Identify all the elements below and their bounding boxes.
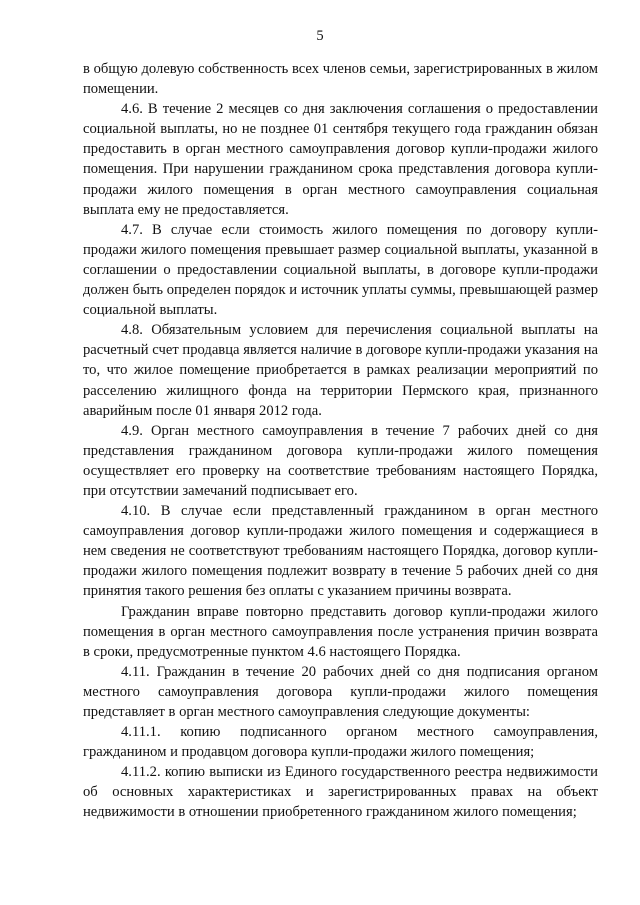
paragraph-4-11-2: 4.11.2. копию выписки из Единого государственного реестра недвижимости об основных характеристиках и зарегистрированных правах на объект недвижимости в отношении приобретенного гражданином жилого помещения; [83,764,598,821]
paragraph-4-11-1: 4.11.1. копию подписанного органом местного самоуправления, гражданином и продавцом договора купли-продажи жилого помещения; [83,724,598,761]
document-body [83,59,598,823]
paragraph-4-10: 4.10. В случае если представленный гражданином в орган местного самоуправления договор купли-продажи жилого помещения и содержащиеся в нем сведения не соответствуют требованиям настоящего Порядка, договор купли-продажи жилого помещения подлежит возврату в течение 5 рабочих дней со дня принятия такого решения без оплаты с указанием причины возврата. [83,503,598,600]
paragraph-4-7: 4.7. В случае если стоимость жилого помещения по договору купли-продажи жилого помещения превышает размер социальной выплаты, указанной в соглашении о предоставлении социальной выплаты, в договоре купли-продажи должен быть определен порядок и источник уплаты суммы, превышающей размер социальной выплаты. [83,221,598,319]
paragraph-4-6: 4.6. В течение 2 месяцев со дня заключения соглашения о предоставлении социальной выплаты, но не позднее 01 сентября текущего года гражданин обязан предоставить в орган местного самоуправления договор купли-продажи жилого помещения. При нарушении гражданином срока представления договора купли-продажи жилого помещения в орган местного самоуправления социальная выплата ему не предоставляется. [83,101,598,218]
paragraph-4-9: 4.9. Орган местного самоуправления в течение 7 рабочих дней со дня представления гражданином договора купли-продажи жилого помещения осуществляет его проверку на соответствие требованиям настоящего Порядка, при отсутствии замечаний подписывает его. [83,422,598,499]
paragraph-4-11: 4.11. Гражданин в течение 20 рабочих дней со дня подписания органом местного самоуправления договора купли-продажи жилого помещения представляет в орган местного самоуправления следующие документы: [83,663,598,720]
page-number: 5 [316,28,324,44]
paragraph: в общую долевую собственность всех членов семьи, зарегистрированных в жилом помещении. [83,61,598,98]
paragraph-4-8: 4.8. Обязательным условием для перечисления социальной выплаты на расчетный счет продавца является наличие в договоре купли-продажи указания на то, что жилое помещение приобретается в рамках реализации мероприятий по расселению жилищного фонда на территории Пермского края, признанного аварийным после 01 января 2012 года. [83,322,598,419]
paragraph-resubmission: Гражданин вправе повторно представить договор купли-продажи жилого помещения в орган местного самоуправления после устранения причин возврата в сроки, предусмотренные пунктом 4.6 настоящего Порядка. [83,603,598,660]
